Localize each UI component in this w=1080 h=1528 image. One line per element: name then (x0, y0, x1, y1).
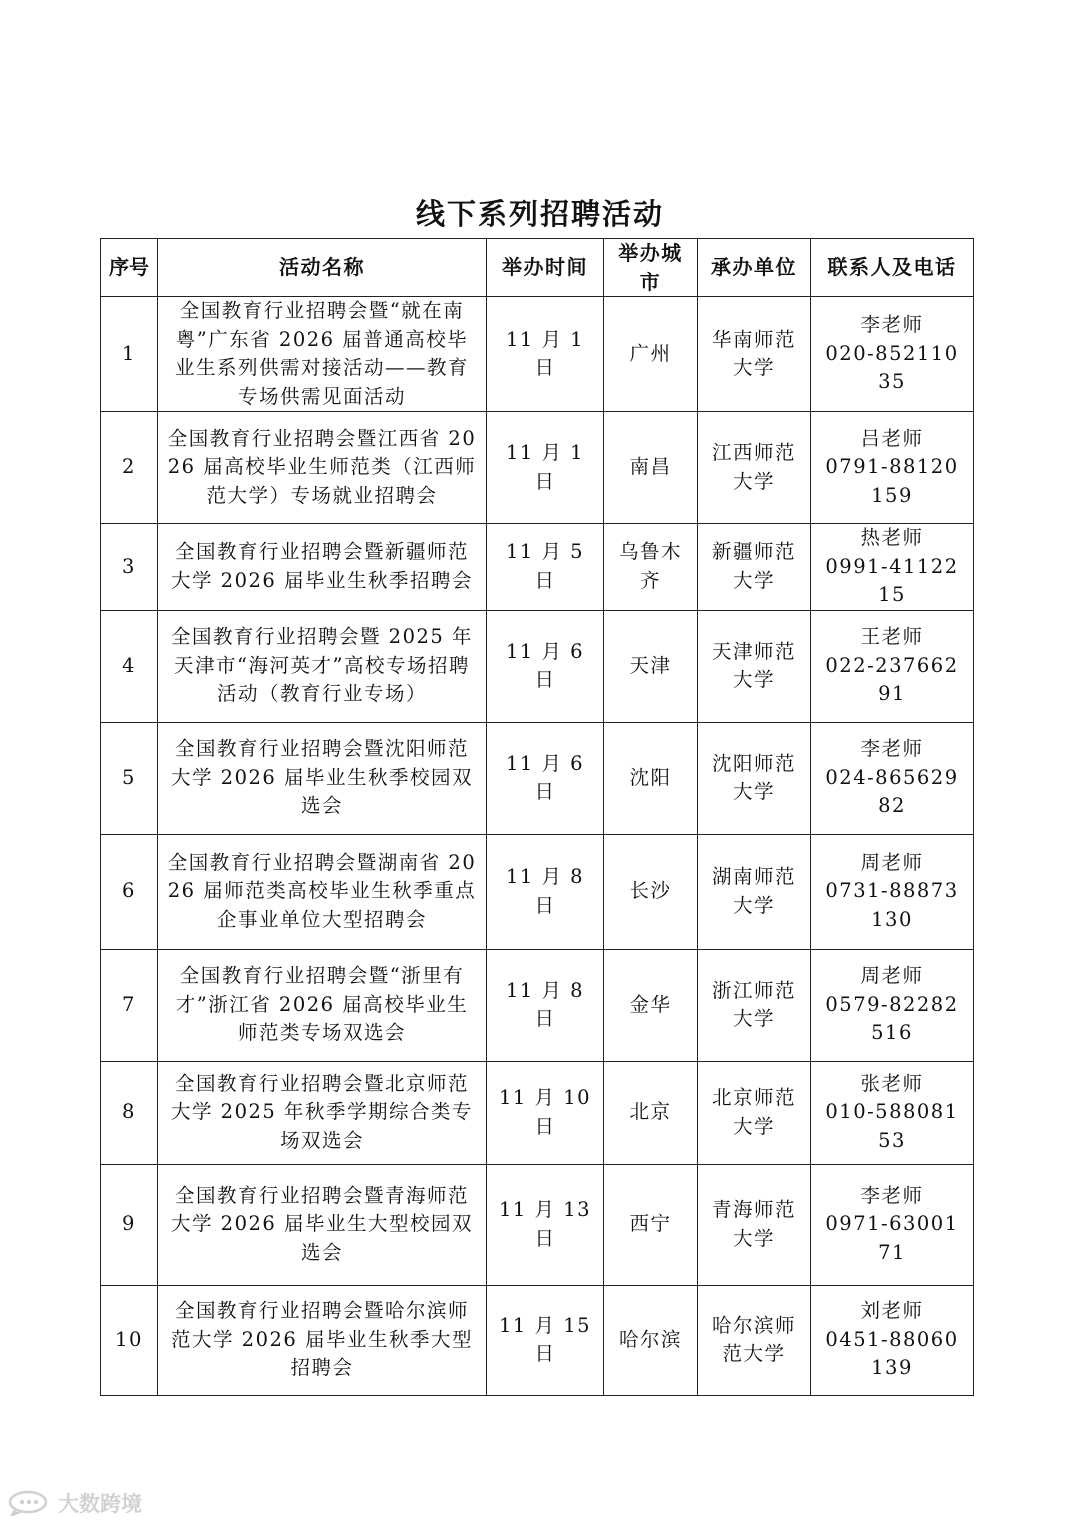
row-activity-name: 全国教育行业招聘会暨沈阳师范大学 2026 届毕业生秋季校园双选会 (158, 722, 487, 834)
row-contact (811, 412, 974, 524)
table-row (101, 1285, 974, 1395)
row-host: 青海师范大学 (698, 1164, 811, 1285)
contact-name: 刘老师 (860, 1299, 924, 1323)
speech-bubble-logo-icon (8, 1490, 54, 1516)
row-activity-name: 全国教育行业招聘会暨青海师范大学 2026 届毕业生大型校园双选会 (158, 1164, 487, 1285)
row-activity-name: 全国教育行业招聘会暨哈尔滨师范大学 2026 届毕业生秋季大型招聘会 (158, 1285, 487, 1395)
contact-phone: 024-86562982 (825, 765, 959, 818)
table-row (101, 1164, 974, 1285)
row-city: 哈尔滨 (604, 1285, 698, 1395)
contact-phone: 0971-6300171 (825, 1212, 959, 1264)
row-city: 长沙 (604, 834, 698, 949)
row-no: 1 (101, 297, 158, 412)
row-no: 9 (101, 1164, 158, 1285)
row-host: 天津师范大学 (698, 610, 811, 722)
contact-name: 吕老师 (860, 426, 924, 450)
row-activity-name: 全国教育行业招聘会暨“浙里有才”浙江省 2026 届高校毕业生师范类专场双选会 (158, 949, 487, 1061)
row-city: 沈阳 (604, 722, 698, 834)
row-host: 哈尔滨师范大学 (698, 1285, 811, 1395)
row-host: 沈阳师范大学 (698, 722, 811, 834)
header-activity-name: 活动名称 (158, 239, 487, 297)
row-host: 湖南师范大学 (698, 834, 811, 949)
table-row (101, 412, 974, 524)
contact-phone: 0991-4112215 (825, 554, 959, 606)
row-activity-name: 全国教育行业招聘会暨新疆师范大学 2026 届毕业生秋季招聘会 (158, 524, 487, 611)
row-host: 北京师范大学 (698, 1061, 811, 1164)
row-no: 3 (101, 524, 158, 611)
row-contact (811, 297, 974, 412)
table-row (101, 1061, 974, 1164)
row-city: 西宁 (604, 1164, 698, 1285)
row-contact (811, 1164, 974, 1285)
contact-phone: 010-58808153 (825, 1100, 959, 1152)
table-row (101, 722, 974, 834)
row-date: 11 月 6 日 (487, 722, 604, 834)
row-activity-name: 全国教育行业招聘会暨湖南省 2026 届师范类高校毕业生秋季重点企事业单位大型招聘会 (158, 834, 487, 949)
row-date: 11 月 15 日 (487, 1285, 604, 1395)
contact-name: 周老师 (860, 964, 924, 988)
row-activity-name: 全国教育行业招聘会暨江西省 2026 届高校毕业生师范类（江西师范大学）专场就业招聘会 (158, 412, 487, 524)
contact-name: 张老师 (860, 1071, 924, 1095)
watermark (8, 1488, 142, 1518)
row-city: 北京 (604, 1061, 698, 1164)
row-contact (811, 1061, 974, 1164)
row-date: 11 月 8 日 (487, 949, 604, 1061)
contact-name: 李老师 (860, 737, 924, 761)
row-date: 11 月 1 日 (487, 412, 604, 524)
header-host: 承办单位 (698, 239, 811, 297)
page-title: 线下系列招聘活动 (415, 197, 664, 231)
row-no: 4 (101, 610, 158, 722)
row-contact (811, 524, 974, 611)
contact-name: 热老师 (860, 526, 924, 549)
table-header-row (101, 239, 974, 297)
contact-phone: 0791-88120159 (825, 455, 959, 507)
row-no: 2 (101, 412, 158, 524)
row-date: 11 月 10 日 (487, 1061, 604, 1164)
table-row (101, 297, 974, 412)
contact-name: 李老师 (860, 1183, 924, 1207)
row-date: 11 月 1 日 (487, 297, 604, 412)
row-contact (811, 610, 974, 722)
row-city: 南昌 (604, 412, 698, 524)
row-city: 乌鲁木齐 (604, 524, 698, 611)
contact-name: 周老师 (860, 850, 924, 874)
row-activity-name: 全国教育行业招聘会暨“就在南粤”广东省 2026 届普通高校毕业生系列供需对接活动——教育专场供需见面活动 (158, 297, 487, 412)
row-date: 11 月 13 日 (487, 1164, 604, 1285)
row-no: 10 (101, 1285, 158, 1395)
contact-name: 王老师 (860, 625, 924, 649)
row-date: 11 月 6 日 (487, 610, 604, 722)
contact-phone: 0579-82282516 (825, 992, 959, 1045)
recruitment-schedule-table (100, 238, 974, 1396)
contact-phone: 020-85211035 (825, 341, 959, 394)
table-row (101, 834, 974, 949)
contact-phone: 022-23766291 (825, 653, 959, 706)
row-activity-name: 全国教育行业招聘会暨北京师范大学 2025 年秋季学期综合类专场双选会 (158, 1061, 487, 1164)
header-no: 序号 (101, 239, 158, 297)
row-no: 8 (101, 1061, 158, 1164)
row-date: 11 月 8 日 (487, 834, 604, 949)
row-host: 新疆师范大学 (698, 524, 811, 611)
row-city: 金华 (604, 949, 698, 1061)
row-city: 广州 (604, 297, 698, 412)
row-no: 7 (101, 949, 158, 1061)
row-contact (811, 949, 974, 1061)
header-city: 举办城市 (604, 239, 698, 297)
row-no: 5 (101, 722, 158, 834)
table-row (101, 610, 974, 722)
table-row (101, 524, 974, 611)
contact-name: 李老师 (860, 313, 924, 337)
contact-phone: 0451-88060139 (825, 1327, 959, 1380)
row-date: 11 月 5 日 (487, 524, 604, 611)
header-date: 举办时间 (487, 239, 604, 297)
header-contact: 联系人及电话 (811, 239, 974, 297)
watermark-text: 大数跨境 (58, 1492, 142, 1516)
row-contact (811, 722, 974, 834)
contact-phone: 0731-88873130 (825, 879, 959, 931)
row-no: 6 (101, 834, 158, 949)
row-host: 江西师范大学 (698, 412, 811, 524)
row-contact (811, 1285, 974, 1395)
row-contact (811, 834, 974, 949)
row-activity-name: 全国教育行业招聘会暨 2025 年天津市“海河英才”高校专场招聘活动（教育行业专场） (158, 610, 487, 722)
row-host: 浙江师范大学 (698, 949, 811, 1061)
table-row (101, 949, 974, 1061)
row-host: 华南师范大学 (698, 297, 811, 412)
row-city: 天津 (604, 610, 698, 722)
